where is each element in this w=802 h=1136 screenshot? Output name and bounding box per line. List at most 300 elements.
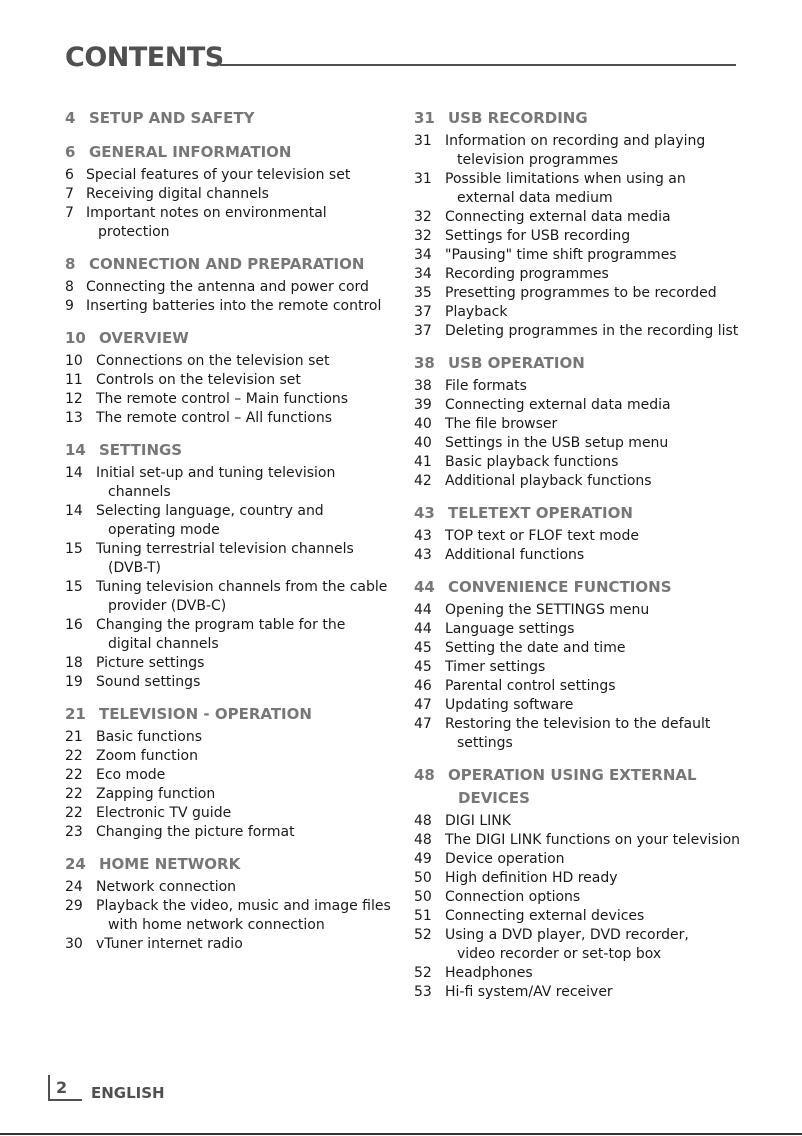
toc-entry[interactable]	[414, 396, 744, 415]
toc-entry[interactable]	[65, 935, 395, 954]
entry-text	[96, 747, 395, 766]
entry-text-line: Hi-fi system/AV receiver	[445, 984, 613, 1000]
entry-page-number: 43	[414, 547, 432, 563]
section-page-number: 21	[65, 705, 86, 723]
entry-page-number: 29	[65, 898, 83, 914]
toc-entry[interactable]	[65, 352, 395, 371]
entry-page-number: 15	[65, 541, 83, 557]
entry-text-line: "Pausing" time shift programmes	[445, 247, 677, 263]
entry-text	[445, 434, 744, 453]
toc-section	[65, 107, 395, 130]
toc-entry[interactable]	[414, 132, 744, 170]
toc-entry[interactable]	[65, 616, 395, 654]
toc-entry[interactable]	[65, 728, 395, 747]
section-title-line: CONNECTION AND PREPARATION	[89, 255, 365, 273]
entry-text	[445, 831, 744, 850]
toc-entry[interactable]	[414, 265, 744, 284]
entry-page-number: 43	[414, 528, 432, 544]
toc-entry[interactable]	[414, 696, 744, 715]
entry-text-line: Controls on the television set	[96, 372, 301, 388]
entry-text-continuation: television programmes	[457, 152, 619, 168]
entry-page-number: 22	[65, 786, 83, 802]
toc-section	[414, 764, 744, 1002]
entry-text	[96, 766, 395, 785]
section-title-continuation: DEVICES	[458, 789, 530, 807]
entry-page-number: 7	[65, 205, 74, 221]
toc-entry[interactable]	[414, 377, 744, 396]
toc-entry[interactable]	[414, 639, 744, 658]
toc-entry[interactable]	[65, 673, 395, 692]
entry-page-number: 34	[414, 266, 432, 282]
entry-text-line: Restoring the television to the default	[445, 716, 711, 732]
entry-text-line: Inserting batteries into the remote control	[86, 298, 382, 314]
toc-entry[interactable]	[65, 185, 395, 204]
toc-entry[interactable]	[65, 204, 395, 242]
section-page-number: 43	[414, 504, 435, 522]
entry-text	[86, 297, 395, 316]
toc-entry[interactable]	[414, 434, 744, 453]
entry-page-number: 22	[65, 767, 83, 783]
entry-page-number: 53	[414, 984, 432, 1000]
toc-entry[interactable]	[65, 166, 395, 185]
section-heading[interactable]	[414, 352, 744, 375]
entry-page-number: 50	[414, 889, 432, 905]
entry-text	[445, 658, 744, 677]
toc-section	[414, 352, 744, 491]
entry-text-line: Settings for USB recording	[445, 228, 631, 244]
toc-section	[65, 439, 395, 692]
section-heading[interactable]	[65, 703, 395, 726]
section-title-line: HOME NETWORK	[99, 855, 241, 873]
entry-text	[445, 888, 744, 907]
entry-text-line: DIGI LINK	[445, 813, 511, 829]
entry-text-line: Playback	[445, 304, 508, 320]
entry-text-line: Presetting programmes to be recorded	[445, 285, 717, 301]
toc-entry[interactable]	[414, 715, 744, 753]
entry-page-number: 30	[65, 936, 83, 952]
section-title	[448, 352, 744, 375]
entry-text-line: Recording programmes	[445, 266, 609, 282]
entry-page-number: 50	[414, 870, 432, 886]
toc-entry[interactable]	[65, 578, 395, 616]
entry-text	[96, 616, 395, 654]
section-heading[interactable]	[65, 253, 395, 276]
toc-entry[interactable]	[414, 322, 744, 341]
toc-entry[interactable]	[414, 812, 744, 831]
toc-entry[interactable]	[414, 546, 744, 565]
toc-entry[interactable]	[414, 303, 744, 322]
entry-text-line: Connecting external devices	[445, 908, 645, 924]
entry-text	[96, 578, 395, 616]
entry-page-number: 37	[414, 323, 432, 339]
entry-text-line: TOP text or FLOF text mode	[445, 528, 639, 544]
toc-entry[interactable]	[414, 677, 744, 696]
toc-entry[interactable]	[414, 415, 744, 434]
entry-page-number: 40	[414, 416, 432, 432]
entry-text	[96, 823, 395, 842]
entry-page-number: 45	[414, 640, 432, 656]
entry-text-line: The DIGI LINK functions on your television	[445, 832, 741, 848]
toc-entry[interactable]	[414, 983, 744, 1002]
bottom-rule	[0, 1133, 802, 1135]
section-title	[99, 439, 395, 462]
entry-text	[445, 265, 744, 284]
entry-text-line: The file browser	[445, 416, 558, 432]
entry-text-line: File formats	[445, 378, 527, 394]
section-title-line: USB OPERATION	[448, 354, 585, 372]
entry-text	[445, 453, 744, 472]
toc-entry[interactable]	[65, 502, 395, 540]
entry-text	[96, 390, 395, 409]
entry-page-number: 44	[414, 602, 432, 618]
section-heading[interactable]	[414, 107, 744, 130]
entry-text	[445, 132, 744, 170]
entry-page-number: 11	[65, 372, 83, 388]
entry-text	[96, 878, 395, 897]
entry-text-line: Deleting programmes in the recording list	[445, 323, 739, 339]
entry-text-line: Opening the SETTINGS menu	[445, 602, 650, 618]
page-title: CONTENTS	[65, 42, 224, 73]
section-page-number: 10	[65, 329, 86, 347]
toc-entry[interactable]	[65, 409, 395, 428]
toc-section	[65, 327, 395, 428]
entry-page-number: 35	[414, 285, 432, 301]
section-title	[448, 107, 744, 130]
section-page-number: 24	[65, 855, 86, 873]
toc-entry[interactable]	[65, 654, 395, 673]
toc-entry[interactable]	[65, 785, 395, 804]
section-page-number: 48	[414, 766, 435, 784]
entry-text-continuation: channels	[108, 484, 171, 500]
entry-text-continuation: video recorder or set-top box	[457, 946, 662, 962]
toc-entry[interactable]	[65, 747, 395, 766]
entry-page-number: 19	[65, 674, 83, 690]
entry-text-line: Information on recording and playing	[445, 133, 706, 149]
entry-text	[96, 540, 395, 578]
entry-text-line: Connection options	[445, 889, 581, 905]
entry-text	[445, 926, 744, 964]
toc-entry[interactable]	[414, 227, 744, 246]
section-title-line: OPERATION USING EXTERNAL	[448, 766, 697, 784]
entry-text-line: Connecting the antenna and power cord	[86, 279, 369, 295]
section-title	[448, 764, 744, 810]
toc-entry[interactable]	[414, 888, 744, 907]
entry-text	[96, 935, 395, 954]
entry-page-number: 47	[414, 716, 432, 732]
toc-entry[interactable]	[414, 246, 744, 265]
entry-text-line: Connecting external data media	[445, 209, 671, 225]
entry-text	[445, 527, 744, 546]
section-heading[interactable]	[414, 576, 744, 599]
entry-text	[86, 185, 395, 204]
entry-page-number: 16	[65, 617, 83, 633]
section-title	[89, 141, 395, 164]
section-page-number: 38	[414, 354, 435, 372]
entry-page-number: 48	[414, 813, 432, 829]
section-page-number: 8	[65, 255, 76, 273]
entry-text	[96, 785, 395, 804]
toc-entry[interactable]	[414, 831, 744, 850]
entry-page-number: 51	[414, 908, 432, 924]
entry-text	[445, 696, 744, 715]
entry-text-line: vTuner internet radio	[96, 936, 243, 952]
entry-text-line: Settings in the USB setup menu	[445, 435, 669, 451]
entry-text	[96, 728, 395, 747]
toc-entry[interactable]	[414, 601, 744, 620]
section-page-number: 44	[414, 578, 435, 596]
section-title	[89, 253, 395, 276]
entry-text-line: Playback the video, music and image files	[96, 898, 391, 914]
toc-entry[interactable]	[414, 869, 744, 888]
section-title	[99, 853, 395, 876]
entry-text	[445, 208, 744, 227]
entry-text	[96, 371, 395, 390]
entry-text-line: Connections on the television set	[96, 353, 330, 369]
toc-section	[65, 253, 395, 316]
entry-text	[96, 897, 395, 935]
entry-text	[445, 415, 744, 434]
entry-page-number: 34	[414, 247, 432, 263]
section-page-number: 31	[414, 109, 435, 127]
entry-page-number: 40	[414, 435, 432, 451]
toc-section	[65, 141, 395, 242]
entry-text-continuation: operating mode	[108, 522, 220, 538]
entry-text	[445, 983, 744, 1002]
section-page-number: 14	[65, 441, 86, 459]
entry-text	[445, 869, 744, 888]
entry-text-continuation: protection	[98, 224, 170, 240]
entry-text-line: Tuning terrestrial television channels	[96, 541, 354, 557]
entry-text-line: High definition HD ready	[445, 870, 618, 886]
toc-entry[interactable]	[414, 907, 744, 926]
section-title	[448, 502, 744, 525]
section-title-line: SETTINGS	[99, 441, 183, 459]
entry-text-line: Tuning television channels from the cable	[96, 579, 388, 595]
entry-text-line: The remote control – All functions	[96, 410, 333, 426]
entry-text	[86, 204, 395, 242]
toc-entry[interactable]	[414, 964, 744, 983]
section-title-line: TELETEXT OPERATION	[448, 504, 633, 522]
entry-page-number: 45	[414, 659, 432, 675]
entry-text-line: Electronic TV guide	[96, 805, 232, 821]
entry-text-line: Initial set-up and tuning television	[96, 465, 336, 481]
entry-text-line: Changing the picture format	[96, 824, 295, 840]
toc-entry[interactable]	[65, 766, 395, 785]
entry-text-line: Picture settings	[96, 655, 205, 671]
entry-text	[445, 639, 744, 658]
toc-entry[interactable]	[65, 823, 395, 842]
entry-page-number: 23	[65, 824, 83, 840]
entry-page-number: 31	[414, 133, 432, 149]
entry-text-line: Updating software	[445, 697, 574, 713]
entry-text-line: Possible limitations when using an	[445, 171, 686, 187]
footer-language: ENGLISH	[91, 1084, 165, 1102]
section-heading[interactable]	[65, 439, 395, 462]
entry-text	[96, 654, 395, 673]
section-title	[89, 107, 395, 130]
entry-text-line: Changing the program table for the	[96, 617, 346, 633]
toc-entry[interactable]	[65, 878, 395, 897]
toc-entry[interactable]	[414, 620, 744, 639]
entry-text-line: Receiving digital channels	[86, 186, 269, 202]
entry-text	[445, 284, 744, 303]
toc-section	[65, 853, 395, 954]
toc-right-column	[414, 107, 744, 1013]
entry-text-line: Setting the date and time	[445, 640, 626, 656]
entry-text	[445, 396, 744, 415]
entry-text-line: Eco mode	[96, 767, 166, 783]
entry-page-number: 31	[414, 171, 432, 187]
entry-page-number: 9	[65, 298, 74, 314]
entry-text-line: Basic playback functions	[445, 454, 619, 470]
entry-page-number: 41	[414, 454, 432, 470]
entry-text	[445, 850, 744, 869]
section-heading[interactable]	[414, 502, 744, 525]
entry-text-line: Basic functions	[96, 729, 202, 745]
toc-section	[65, 703, 395, 842]
entry-text	[445, 677, 744, 696]
entry-page-number: 52	[414, 965, 432, 981]
entry-text	[96, 352, 395, 371]
entry-text-continuation: digital channels	[108, 636, 219, 652]
entry-page-number: 6	[65, 167, 74, 183]
toc-entry[interactable]	[65, 371, 395, 390]
toc-entry[interactable]	[65, 540, 395, 578]
entry-page-number: 22	[65, 805, 83, 821]
entry-text	[445, 227, 744, 246]
entry-page-number: 21	[65, 729, 83, 745]
entry-text-continuation: provider (DVB-C)	[108, 598, 227, 614]
entry-page-number: 10	[65, 353, 83, 369]
section-title-line: USB RECORDING	[448, 109, 588, 127]
entry-text-line: Using a DVD player, DVD recorder,	[445, 927, 689, 943]
entry-page-number: 49	[414, 851, 432, 867]
entry-page-number: 37	[414, 304, 432, 320]
entry-page-number: 15	[65, 579, 83, 595]
toc-entry[interactable]	[414, 926, 744, 964]
entry-text-line: Network connection	[96, 879, 237, 895]
toc-entry[interactable]	[414, 658, 744, 677]
entry-text	[445, 246, 744, 265]
entry-text	[445, 907, 744, 926]
toc-entry[interactable]	[414, 850, 744, 869]
toc-entry[interactable]	[65, 804, 395, 823]
section-heading[interactable]	[414, 764, 744, 810]
entry-text	[445, 170, 744, 208]
entry-page-number: 32	[414, 228, 432, 244]
entry-text-continuation: external data medium	[457, 190, 613, 206]
toc-entry[interactable]	[414, 284, 744, 303]
toc-entry[interactable]	[414, 208, 744, 227]
entry-page-number: 52	[414, 927, 432, 943]
entry-text	[445, 812, 744, 831]
toc-entry[interactable]	[65, 278, 395, 297]
toc-section	[414, 576, 744, 753]
entry-text	[445, 322, 744, 341]
section-heading[interactable]	[65, 141, 395, 164]
entry-text-line: Important notes on environmental	[86, 205, 327, 221]
section-title	[99, 703, 395, 726]
toc-entry[interactable]	[414, 453, 744, 472]
entry-text-continuation: with home network connection	[108, 917, 325, 933]
entry-page-number: 39	[414, 397, 432, 413]
entry-page-number: 42	[414, 473, 432, 489]
page-number: 2	[56, 1078, 68, 1097]
toc-entry[interactable]	[414, 472, 744, 491]
section-heading[interactable]	[65, 853, 395, 876]
entry-text-line: The remote control – Main functions	[96, 391, 349, 407]
entry-page-number: 13	[65, 410, 83, 426]
entry-text	[445, 303, 744, 322]
toc-entry[interactable]	[414, 170, 744, 208]
entry-text	[445, 620, 744, 639]
entry-text	[96, 673, 395, 692]
section-title-line: SETUP AND SAFETY	[89, 109, 255, 127]
section-title	[99, 327, 395, 350]
entry-text-line: Timer settings	[445, 659, 546, 675]
entry-page-number: 18	[65, 655, 83, 671]
toc-entry[interactable]	[65, 297, 395, 316]
entry-page-number: 24	[65, 879, 83, 895]
toc-entry[interactable]	[65, 464, 395, 502]
entry-text-line: Sound settings	[96, 674, 201, 690]
entry-text-line: Device operation	[445, 851, 565, 867]
toc-section	[414, 502, 744, 565]
entry-text-continuation: (DVB-T)	[108, 560, 161, 576]
entry-text-continuation: settings	[457, 735, 513, 751]
entry-text	[445, 715, 744, 753]
entry-text-line: Zapping function	[96, 786, 216, 802]
entry-text-line: Zoom function	[96, 748, 198, 764]
section-title-line: TELEVISION - OPERATION	[99, 705, 312, 723]
entry-page-number: 44	[414, 621, 432, 637]
section-heading[interactable]	[65, 107, 395, 130]
entry-text-line: Additional playback functions	[445, 473, 652, 489]
entry-text	[96, 804, 395, 823]
entry-text	[86, 166, 395, 185]
entry-page-number: 46	[414, 678, 432, 694]
entry-text	[86, 278, 395, 297]
section-title-line: CONVENIENCE FUNCTIONS	[448, 578, 672, 596]
entry-text-line: Additional functions	[445, 547, 585, 563]
entry-text	[96, 409, 395, 428]
entry-page-number: 8	[65, 279, 74, 295]
entry-text-line: Special features of your television set	[86, 167, 351, 183]
toc-section	[414, 107, 744, 341]
entry-text-line: Connecting external data media	[445, 397, 671, 413]
entry-text	[96, 502, 395, 540]
section-title-line: OVERVIEW	[99, 329, 189, 347]
entry-text-line: Headphones	[445, 965, 533, 981]
entry-text	[445, 472, 744, 491]
section-title-line: GENERAL INFORMATION	[89, 143, 292, 161]
toc-entry[interactable]	[414, 527, 744, 546]
entry-text	[445, 601, 744, 620]
contents-header	[65, 42, 736, 72]
entry-text-line: Language settings	[445, 621, 575, 637]
entry-text-line: Selecting language, country and	[96, 503, 324, 519]
section-heading[interactable]	[65, 327, 395, 350]
toc-entry[interactable]	[65, 390, 395, 409]
entry-page-number: 14	[65, 503, 83, 519]
title-rule	[220, 64, 736, 66]
toc-entry[interactable]	[65, 897, 395, 935]
entry-page-number: 47	[414, 697, 432, 713]
entry-page-number: 12	[65, 391, 83, 407]
entry-page-number: 38	[414, 378, 432, 394]
entry-page-number: 14	[65, 465, 83, 481]
section-page-number: 4	[65, 109, 76, 127]
